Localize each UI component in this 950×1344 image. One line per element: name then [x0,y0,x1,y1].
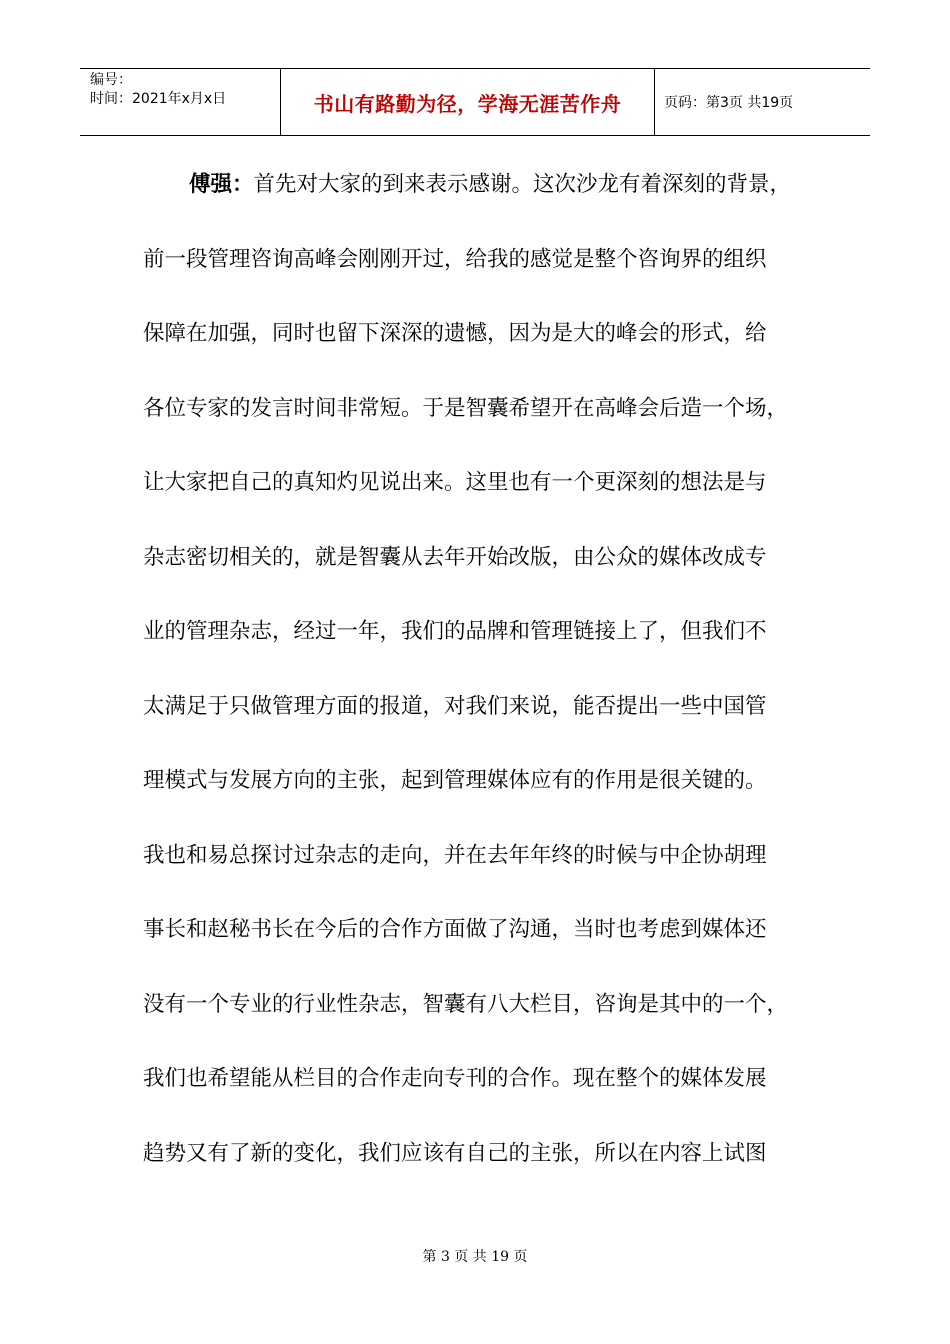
header-motto-cell [281,69,655,135]
body-line-text: 首先对大家的到来表示感谢。这次沙龙有着深刻的背景， [253,172,792,197]
body-line: 我们也希望能从栏目的合作走向专刊的合作。现在整个的媒体发展 [143,1066,767,1091]
document-number-label: 编号： [90,72,132,88]
body-line: 没有一个专业的行业性杂志，智囊有八大栏目，咨询是其中的一个， [143,991,789,1017]
page-header [80,68,870,136]
body-line: 太满足于只做管理方面的报道，对我们来说，能否提出一些中国管 [143,693,767,719]
document-date-label: 时间：2021年x月x日 [90,91,227,107]
body-line: 杂志密切相关的，就是智囊从去年开始改版，由公众的媒体改成专 [143,544,767,570]
body-line: 事长和赵秘书长在今后的合作方面做了沟通，当时也考虑到媒体还 [143,917,767,942]
body-line: 前一段管理咨询高峰会刚刚开过，给我的感觉是整个咨询界的组织 [143,246,767,272]
header-page-cell [655,69,870,135]
body-line: 理模式与发展方向的主张，起到管理媒体应有的作用是很关键的。 [143,768,767,793]
body-line: 我也和易总探讨过杂志的走向，并在去年年终的时候与中企协胡理 [143,842,767,868]
page-footer: 第 3 页 共 19 页 [422,1249,528,1265]
header-page-info: 页码：第3页 共19页 [664,95,794,111]
body-line: 保障在加强，同时也留下深深的遗憾，因为是大的峰会的形式，给 [143,321,767,346]
speaker-name: 傅强： [189,172,254,197]
body-line: 业的管理杂志，经过一年，我们的品牌和管理链接上了，但我们不 [143,619,767,644]
header-meta-cell [80,69,281,135]
body-line: 让大家把自己的真知灼见说出来。这里也有一个更深刻的想法是与 [143,470,767,495]
body-line: 趋势又有了新的变化，我们应该有自己的主张，所以在内容上试图 [143,1140,767,1166]
article-body [143,148,813,1191]
body-line [143,148,813,223]
body-line: 各位专家的发言时间非常短。于是智囊希望开在高峰会后造一个场， [143,395,789,421]
header-motto: 书山有路勤为径，学海无涯苦作舟 [313,91,622,116]
